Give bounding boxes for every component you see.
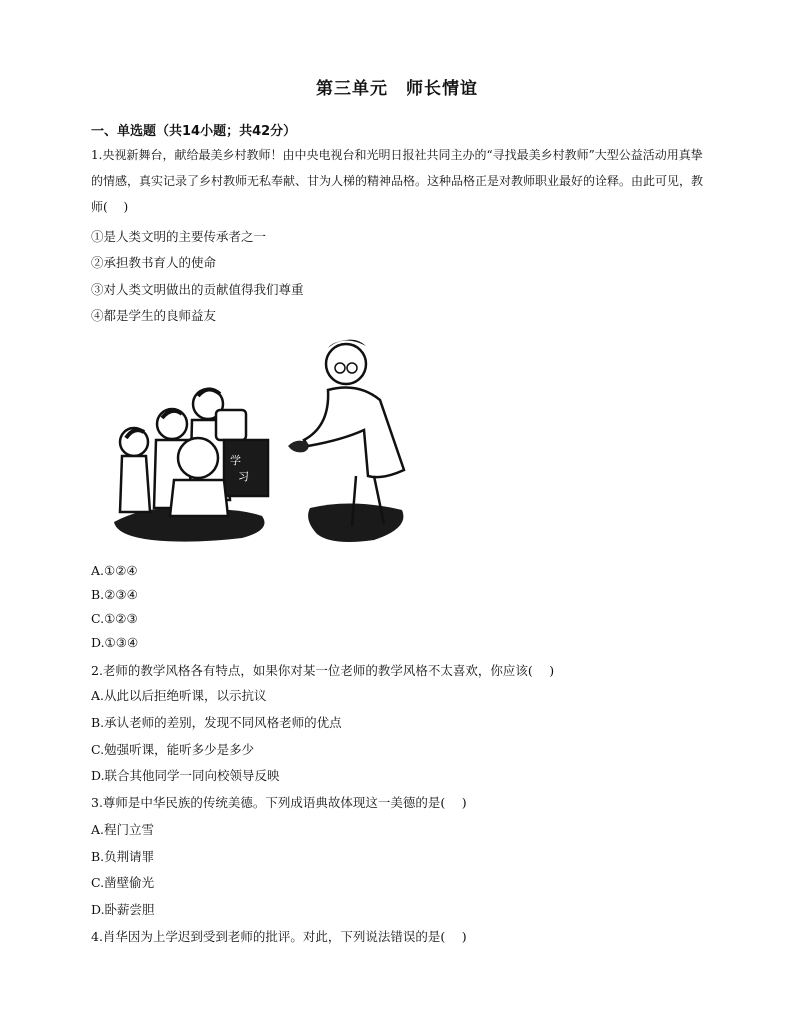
question-4-stem: 4.肖华因为上学迟到受到老师的批评。对此，下列说法错误的是( ): [91, 929, 467, 944]
teacher-students-illustration: [112, 330, 412, 552]
page-title: 第三单元 师长情谊: [316, 79, 478, 99]
question-2-option: B.承认老师的差别，发现不同风格老师的优点: [91, 715, 342, 730]
section-heading: 一、单选题（共14小题；共42分）: [91, 124, 297, 139]
question-3-stem: 3.尊师是中华民族的传统美德。下列成语典故体现这一美德的是( ): [91, 795, 467, 810]
question-1-statement: ①是人类文明的主要传承者之一: [91, 229, 267, 244]
question-1-option: C.①②③: [91, 611, 138, 626]
question-1-option: D.①③④: [91, 635, 139, 650]
question-1-statement: ④都是学生的良师益友: [91, 308, 217, 323]
question-3-option: A.程门立雪: [91, 822, 155, 837]
question-3-option: C.凿壁偷光: [91, 875, 155, 890]
svg-text:习: 习: [238, 470, 249, 483]
question-2-option: C.勉强听课，能听多少是多少: [91, 742, 255, 757]
question-2-option: A.从此以后拒绝听课，以示抗议: [91, 688, 267, 703]
question-1-statement: ②承担教书育人的使命: [91, 255, 217, 270]
question-2-option: D.联合其他同学一同向校领导反映: [91, 768, 280, 783]
question-1-option: A.①②④: [91, 563, 138, 578]
svg-text:学: 学: [230, 454, 241, 467]
question-2-stem: 2.老师的教学风格各有特点，如果你对某一位老师的教学风格不太喜欢，你应该( ): [91, 663, 555, 678]
question-3-option: B.负荆请罪: [91, 849, 155, 864]
question-3-option: D.卧薪尝胆: [91, 902, 155, 917]
question-1-statement: ③对人类文明做出的贡献值得我们尊重: [91, 282, 304, 297]
question-1-option: B.②③④: [91, 587, 138, 602]
question-1-stem: 1.央视新舞台，献给最美乡村教师！由中央电视台和光明日报社共同主办的“寻找最美乡村教师”大型公益活动用真挚的情感，真实记录了乡村教师无私奉献、甘为人梯的精神品格。这种品格正是对教师职业最好的诠释。由此可见，教师( ): [91, 148, 704, 214]
